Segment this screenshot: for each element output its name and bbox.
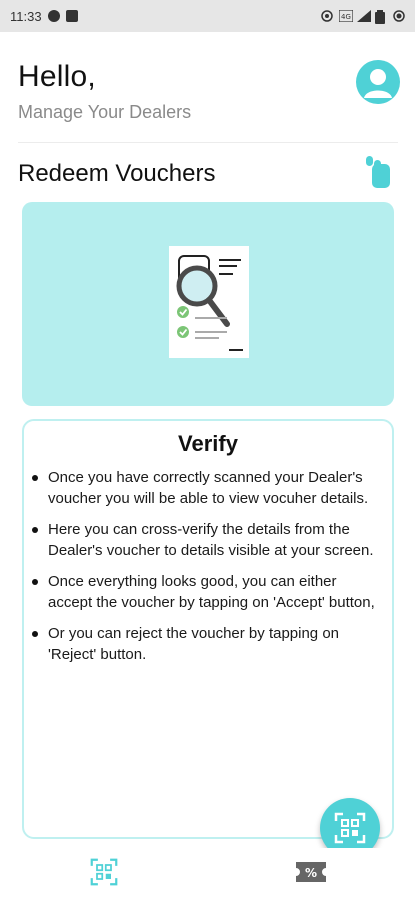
list-item-text: Once you have correctly scanned your Dealer's voucher you will be able to view vocuher details. (48, 469, 369, 507)
qr-scan-icon (90, 858, 118, 886)
bottom-nav (0, 848, 415, 900)
divider (18, 142, 398, 143)
verify-list (46, 467, 380, 665)
greeting: Hello, (18, 60, 96, 93)
bullet (32, 527, 38, 533)
header (18, 60, 398, 123)
nav-item-discount[interactable] (296, 862, 326, 882)
list-item (46, 571, 380, 613)
record-icon (393, 10, 405, 22)
verify-card (22, 419, 394, 839)
signal-icon (357, 10, 369, 22)
nfc-icon (321, 10, 333, 22)
subtitle: Manage Your Dealers (18, 102, 192, 122)
list-item-text: Or you can reject the voucher by tapping on 'Reject' button. (48, 625, 340, 663)
hero-card (22, 202, 394, 406)
user-avatar-icon[interactable] (356, 60, 400, 104)
image-icon (66, 10, 78, 22)
svg-text:%: % (305, 866, 318, 880)
list-item (46, 623, 380, 665)
wifi-icon (339, 10, 351, 22)
tap-hand-icon[interactable] (364, 156, 392, 190)
face-icon (48, 10, 60, 22)
bullet (32, 631, 38, 637)
nav-item-scan[interactable] (90, 858, 118, 886)
status-time: 11:33 (10, 8, 42, 24)
section-title: Redeem Vouchers (18, 160, 216, 187)
qr-scan-icon (334, 812, 366, 844)
list-item-text: Once everything looks good, you can either accept the voucher by tapping on 'Accept' button, (48, 573, 375, 611)
battery-icon (375, 10, 387, 22)
svg-text:4G: 4G (341, 13, 351, 21)
list-item (46, 467, 380, 509)
bullet (32, 579, 38, 585)
verify-title: Verify (178, 431, 238, 456)
document-search-icon (169, 246, 249, 358)
list-item (46, 519, 380, 561)
discount-ticket-icon (296, 862, 326, 882)
status-bar (0, 0, 415, 32)
list-item-text: Here you can cross-verify the details from the Dealer's voucher to details visible at your screen. (48, 521, 374, 559)
bullet (32, 475, 38, 481)
